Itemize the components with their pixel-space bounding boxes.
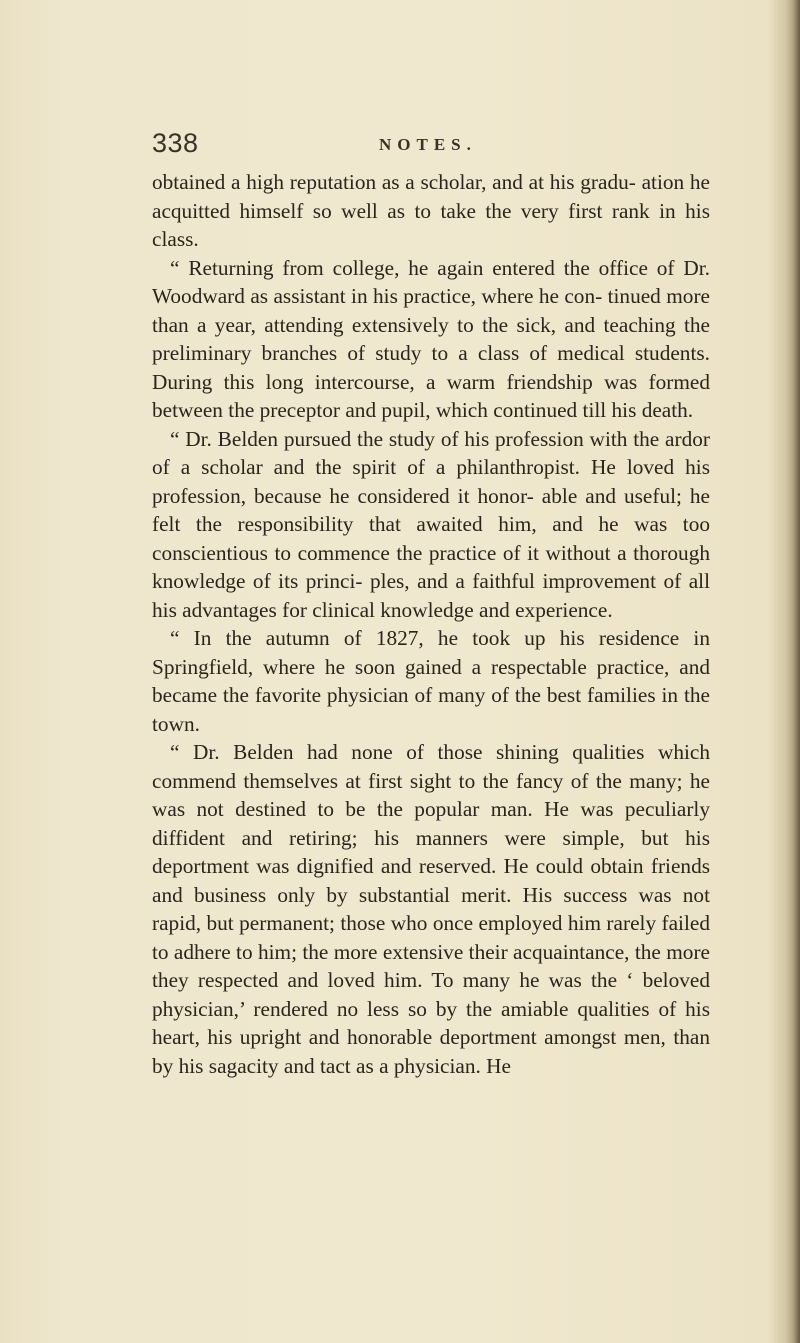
paragraph: “ Dr. Belden pursued the study of his profession with the ardor of a scholar and the spirit of a philanthropist. He loved his profession, because he considered it honor- able and useful; he felt the responsibility that awaited him, and he was too conscientious to commence the practice of it without a thorough knowledge of its princi- ples, and a faithful improvement of all his advantages for clinical knowledge and experience. xyxy=(152,426,710,622)
page-header xyxy=(0,128,800,164)
body-text xyxy=(152,168,710,1080)
paragraph: “ Returning from college, he again entered the office of Dr. Woodward as assistant in his practice, where he con- tinued more than a year, attending extensively to the sick, and teaching the preliminary branches of study to a class of medical students. During this long intercourse, a warm friendship was formed between the preceptor and pupil, which continued till his death. xyxy=(152,255,710,422)
paragraph: “ Dr. Belden had none of those shining qualities which commend themselves at first sight to the fancy of the many; he was not destined to be the popular man. He was peculiarly diffident and retiring; his manners were simple, but his deportment was dignified and reserved. He could obtain friends and business only by substantial merit. His success was not rapid, but permanent; those who once employed him rarely failed to adhere to him; the more extensive their acquaintance, the more they respected and loved him. To many he was the ‘ beloved physician,’ rendered no less so by the amiable qualities of his heart, his upright and honorable deportment amongst men, than by his sagacity and tact as a physician. He xyxy=(152,740,710,1078)
page-edge-shadow xyxy=(786,0,800,1343)
paragraph: “ In the autumn of 1827, he took up his residence in Springfield, where he soon gained a respectable practice, and became the favorite physician of many of the best families in the town. xyxy=(152,626,710,736)
page-number: 338 xyxy=(152,128,199,158)
running-head: NOTES. xyxy=(379,135,477,154)
paragraph: obtained a high reputation as a scholar, and at his gradu- ation he acquitted himself so well as to take the very first rank in his class. xyxy=(152,170,710,251)
